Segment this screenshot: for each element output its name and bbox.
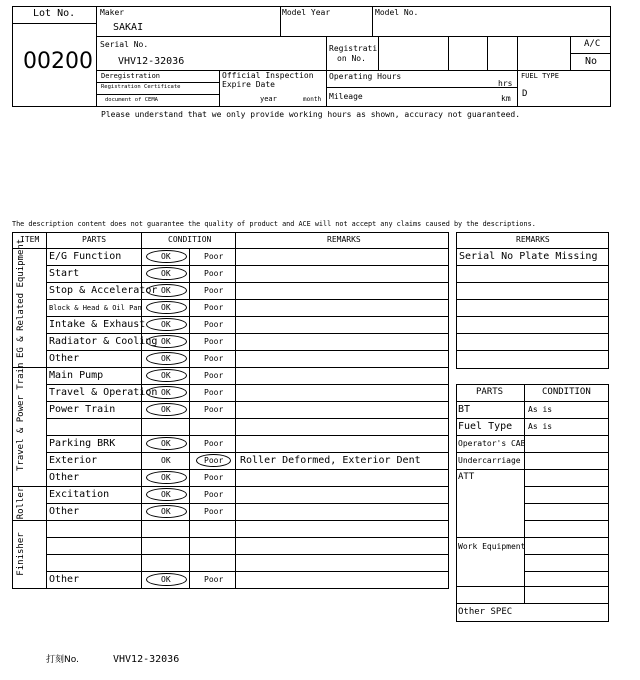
poor-option[interactable]: Poor [204,388,224,397]
ok-option[interactable]: OK [161,269,171,278]
model-year-label: Model Year [282,8,331,17]
poor-option[interactable]: Poor [204,286,224,295]
poor-option[interactable]: Poor [204,269,224,278]
row-part: Other [49,472,80,483]
deregistration-label: Deregistration [101,72,161,80]
row-part: Travel & Operation [49,387,158,398]
year-label: year [260,95,277,103]
row-part: Excitation [49,489,110,500]
cema-label: document of CEMA [105,97,158,103]
row-part: Parking BRK [49,438,116,449]
right-remark-1: Serial No Plate Missing [459,251,598,262]
ok-option[interactable]: OK [161,456,171,465]
operating-hours-label: Operating Hours [329,72,402,81]
right-remarks-header: REMARKS [516,235,550,244]
poor-option[interactable]: Poor [204,371,224,380]
group-travel-power: Travel & Power Train [16,362,26,471]
disclaimer: The description content does not guarantee the quality of product and ACE will not accept any claims caused by the descriptions. [12,220,536,228]
right-cond-fuel: As is [528,422,553,431]
ok-option[interactable]: OK [161,337,171,346]
ok-option[interactable]: OK [161,320,171,329]
poor-option[interactable]: Poor [204,473,224,482]
inspection-label-2: Expire Date [222,80,275,89]
group-roller: Roller [16,486,26,520]
ok-option[interactable]: OK [161,439,171,448]
row-part: Intake & Exhaust [49,319,146,330]
stamp-label: 打刻No. [46,655,79,665]
poor-option[interactable]: Poor [204,439,224,448]
serial-no-value: VHV12-32036 [118,56,185,67]
poor-option[interactable]: Poor [204,575,224,584]
header-condition: CONDITION [168,235,212,244]
row-part: Power Train [49,404,116,415]
right-part-bt: BT [458,404,471,415]
poor-option[interactable]: Poor [204,337,224,346]
hours-notice: Please understand that we only provide working hours as shown, accuracy not guaranteed. [101,110,521,119]
row-part: Block & Head & Oil Pan [49,304,142,312]
ok-option[interactable]: OK [161,303,171,312]
ok-option[interactable]: OK [161,252,171,261]
maker-label: Maker [100,8,125,17]
row-part: Main Pump [49,370,104,381]
hrs-label: hrs [498,79,513,88]
stamp-value: VHV12-32036 [113,654,180,665]
header-item: ITEM [20,235,40,244]
poor-option[interactable]: Poor [204,252,224,261]
km-label: km [501,94,511,103]
right-part-other-spec: Other SPEC [458,607,513,617]
lot-no: 00200 [23,49,93,74]
registration-cert-label: Registration Certificate [101,84,181,90]
row-part: Other [49,353,80,364]
group-eg-related: EG & Related Equipment [16,238,26,358]
registration-label-2: on No. [337,54,366,63]
group-finisher: Finisher [16,532,26,576]
right-parts-header: PARTS [476,387,504,397]
registration-label-1: Registrati [329,44,378,53]
right-part-att: ATT [458,472,475,482]
fuel-type-value: D [522,89,528,99]
inspection-label-1: Official Inspection [222,71,314,80]
model-no-label: Model No. [375,8,419,17]
ok-option[interactable]: OK [161,371,171,380]
poor-option[interactable]: Poor [204,354,224,363]
row-remarks: Roller Deformed, Exterior Dent [240,455,421,466]
row-part: E/G Function [49,251,122,262]
row-part: Radiator & Cooling [49,336,158,347]
poor-option[interactable]: Poor [204,320,224,329]
row-part: Other [49,574,80,585]
ac-label: A/C [584,39,601,49]
right-cond-bt: As is [528,405,553,414]
right-condition-header: CONDITION [542,387,591,397]
poor-option[interactable]: Poor [204,507,224,516]
serial-no-label: Serial No. [100,40,149,49]
ok-option[interactable]: OK [161,286,171,295]
ok-option[interactable]: OK [161,490,171,499]
right-part-work: Work Equipment [458,542,526,551]
poor-option[interactable]: Poor [204,490,224,499]
header-parts: PARTS [82,235,107,244]
maker-value: SAKAI [113,22,144,33]
poor-option[interactable]: Poor [204,456,224,465]
month-label: month [303,96,322,103]
row-part: Exterior [49,455,98,466]
ok-option[interactable]: OK [161,405,171,414]
ok-option[interactable]: OK [161,354,171,363]
right-part-fuel: Fuel Type [458,421,513,432]
ok-option[interactable]: OK [161,575,171,584]
lot-no-label: Lot No. [33,8,76,19]
fuel-type-label: FUEL TYPE [521,72,559,80]
ok-option[interactable]: OK [161,388,171,397]
row-part: Stop & Accelerator [49,285,158,296]
ok-option[interactable]: OK [161,473,171,482]
mileage-label: Mileage [329,92,363,101]
ac-value: No [585,56,598,67]
ok-option[interactable]: OK [161,507,171,516]
poor-option[interactable]: Poor [204,405,224,414]
row-part: Other [49,506,80,517]
poor-option[interactable]: Poor [204,303,224,312]
header-remarks: REMARKS [327,235,361,244]
right-part-cab: Operator's CAB [458,439,526,448]
row-part: Start [49,268,80,279]
right-part-undercarriage: Undercarriage [458,456,521,465]
